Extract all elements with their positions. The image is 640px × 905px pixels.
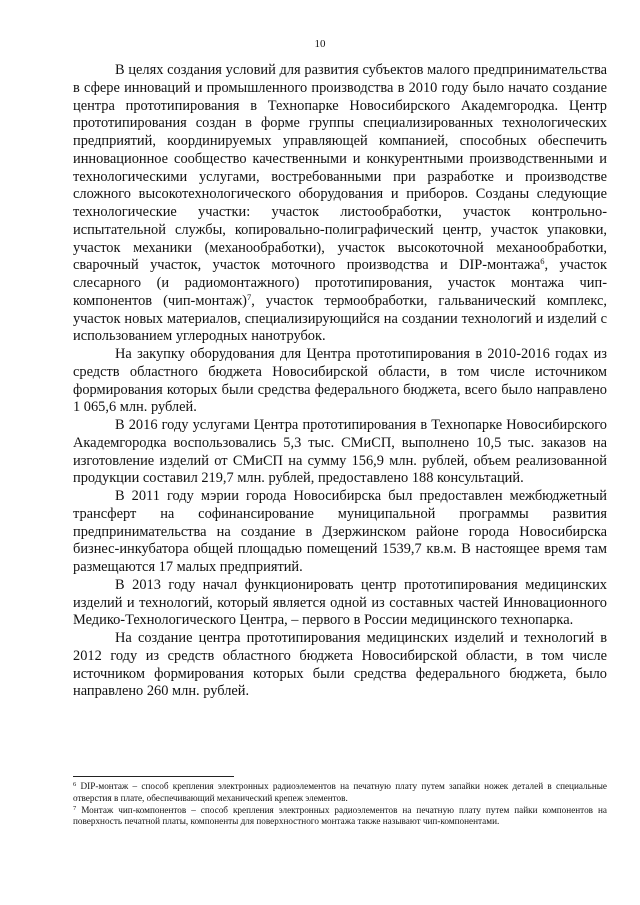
paragraph-text: , участок термообработки, гальванический комплекс, участок новых материалов, специализирующийся на создании технологий и изделий с использованием углеродных нанотрубок. xyxy=(73,292,607,345)
footnote-marker: 6 xyxy=(73,781,77,788)
footnote-reference: 6 xyxy=(540,256,545,267)
page-number: 10 xyxy=(314,38,326,50)
paragraph-medical-center: В 2013 году начал функционировать центр прототипирования медицинских изделий и технологий, который является одной из составных частей Инновационного Медико-Технологического Центра, – первого в России медицинского технопарка. xyxy=(73,576,607,629)
footnote-marker: 7 xyxy=(73,804,77,812)
paragraph-prototyping-center xyxy=(73,62,607,346)
paragraph-text: , участок слесарного (и радиомонтажного) прототипирования, участок монтажа чип-компонентов (чип-монтаж) xyxy=(73,257,607,309)
body-text xyxy=(73,62,607,701)
footnote-reference: 7 xyxy=(246,291,252,302)
paragraph-text: В целях создания условий для развития субъектов малого предпринимательства в сфере инноваций и промышленного производства в 2010 году было начато создание центра прототипирования в Технопарке Новосибирского Академгородка. Центр прототипирования создан в форме группы специализированных технологических предприятий, координируемых управляющей компанией, способных обеспечить инновационное сообщество качественными и конкурентными производственными и технологическими услугами, востребованными при разработке и производстве сложного высокотехнологического оборудования и приборов. Созданы следующие технологические участки: участок листообработки, участок контрольно-испытательной службы, копировально-полиграфический центр, участок упаковки, участок механики (механообработки), участок высокоточной механообработки, сварочный участок, участок моточного производства и DIP-монтажа xyxy=(73,62,607,274)
footnote-text: DIP-монтаж – способ крепления электронных радиоэлементов на печатную плату путем запайки ножек деталей в специальные отверстия в плате, обеспечивающий механический крепеж элементов. xyxy=(73,781,607,803)
footnote-text: Монтаж чип-компонентов – способ крепления электронных радиоэлементов на печатную плату путем пайки компонентов на поверхность печатной платы, компоненты для поверхностного монтажа также называют чип-компонентами. xyxy=(73,804,607,827)
footnote-item xyxy=(73,805,607,829)
paragraph-equipment-purchase: На закупку оборудования для Центра прототипирования в 2010-2016 годах из средств областного бюджета Новосибирской области, в том числе источником формирования которых были средства федерального бюджета, всего было направлено 1 065,6 млн. рублей. xyxy=(73,346,607,416)
footnotes xyxy=(73,781,607,828)
footnote-item xyxy=(73,781,607,805)
footnote-divider xyxy=(73,776,234,777)
paragraph-business-incubator: В 2011 году мэрии города Новосибирска был предоставлен межбюджетный трансферт на софинансирование муниципальной программы развития предпринимательства на создание в Дзержинском районе города Новосибирска бизнес-инкубатора общей площадью помещений 1539,7 кв.м. В настоящее время там размещаются 17 малых предприятий. xyxy=(73,488,607,575)
paragraph-services-2016: В 2016 году услугами Центра прототипирования в Технопарке Новосибирского Академгородка воспользовались 5,3 тыс. СМиСП, выполнено 10,5 тыс. заказов на изготовление изделий от СМиСП на сумму 156,9 млн. рублей, объем реализованной продукции составил 219,7 млн. рублей, предоставлено 188 консультаций. xyxy=(73,417,607,487)
paragraph-medical-funding: На создание центра прототипирования медицинских изделий и технологий в 2012 году из средств областного бюджета Новосибирской области, в том числе источником формирования которых были средства федерального бюджета, было направлено 260 млн. рублей. xyxy=(73,630,607,700)
